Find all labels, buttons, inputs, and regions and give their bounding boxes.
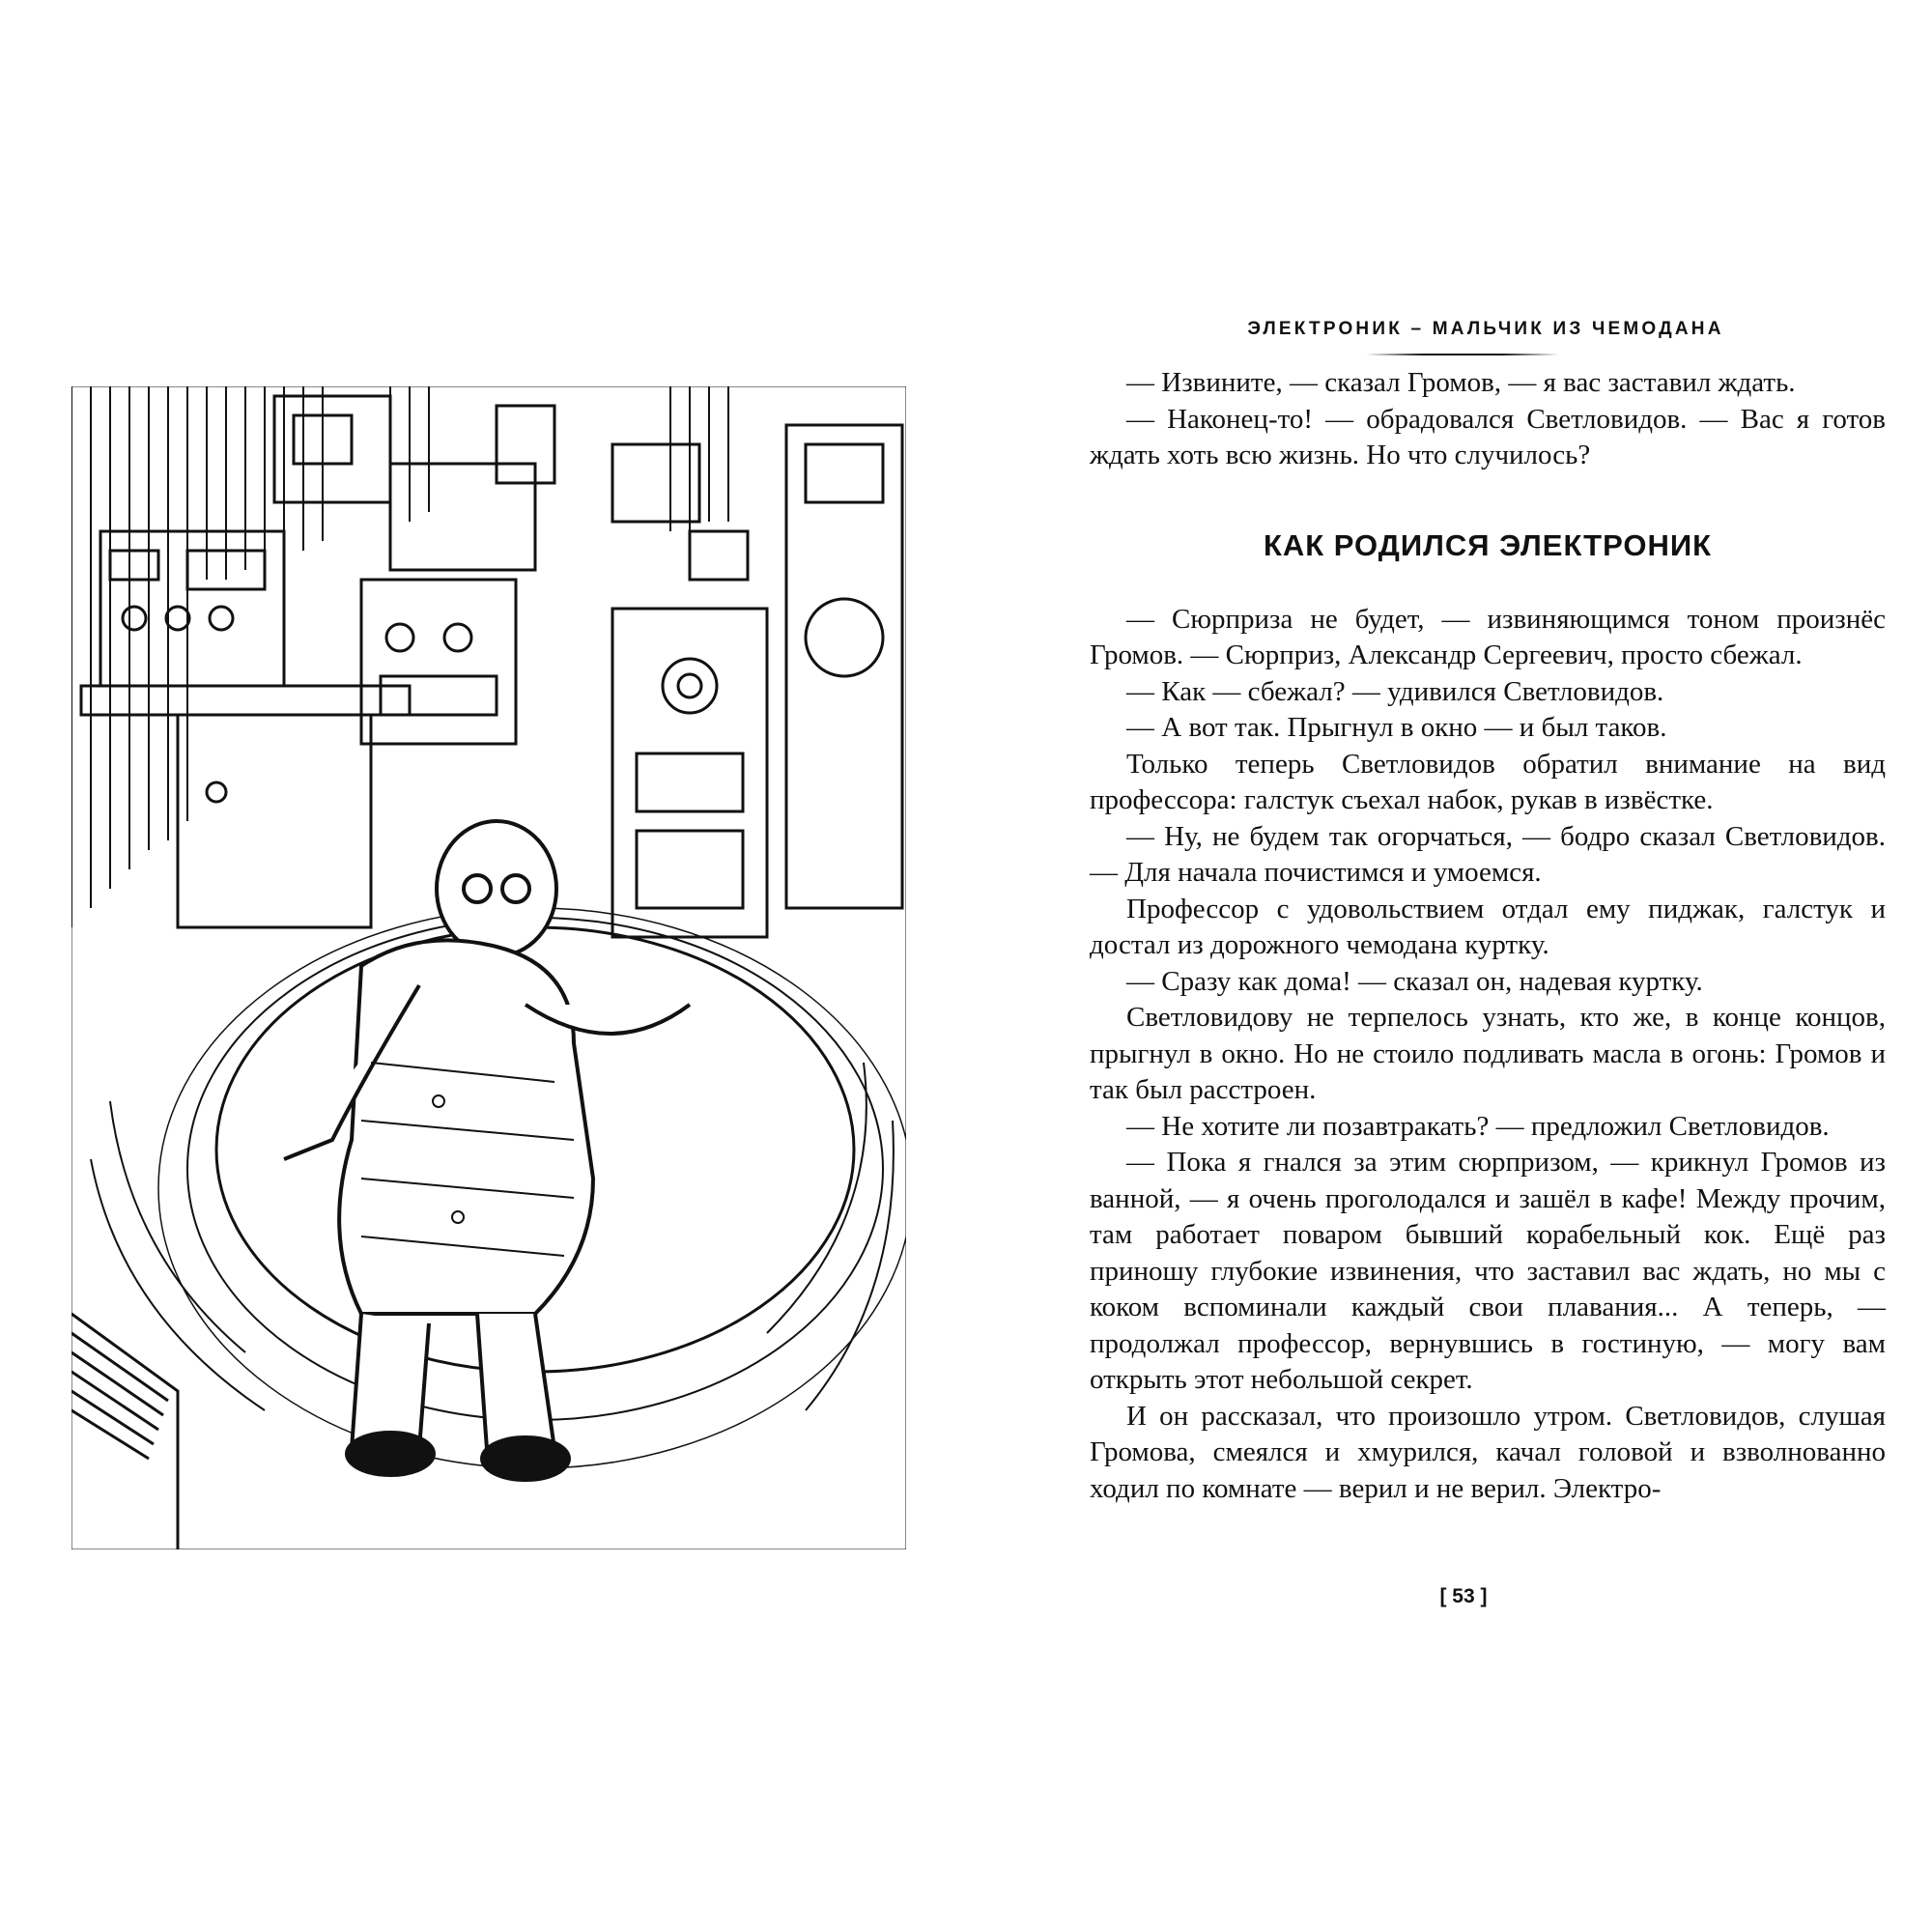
paragraph: — А вот так. Прыгнул в окно — и был таков. [1126,712,1667,743]
paragraph: — Извините, — сказал Громов, — я вас заставил ждать. [1126,367,1796,398]
paragraph: И он рассказал, что произошло утром. Светловидов, слушая Громова, смеялся и хмурился, качал головой и взволнованно ходил по комнате — верил и не верил. Электро- [1090,1400,1886,1504]
running-head: ЭЛЕКТРОНИК – МАЛЬЧИК ИЗ ЧЕМОДАНА [1247,319,1724,339]
paragraph: — Ну, не будем так огорчаться, — бодро сказал Светловидов. — Для начала почистимся и умоемся. [1090,820,1886,888]
paragraph: — Пока я гнался за этим сюрпризом, — крикнул Громов из ванной, — я очень проголодался и зашёл в кафе! Между прочим, там работает поваром бывший корабельный кок. Ещё раз приношу глубокие извинения, что заставил вас ждать, но мы с коком вспоминали каждый свои плавания... А теперь, — продолжал профессор, вернувшись в гостиную, — могу вам открыть этот небольшой секрет. [1090,1147,1886,1395]
paragraph: — Наконец-то! — обрадовался Светловидов. — Вас я готов ждать хоть всю жизнь. Но что случилось? [1090,403,1886,470]
paragraph: Профессор с удовольствием отдал ему пиджак, галстук и достал из дорожного чемодана куртку. [1090,893,1886,960]
page-number: [ 53 ] [1439,1585,1488,1607]
chapter-text [1090,602,1886,1508]
paragraph: — Не хотите ли позавтракать? — предложил Светловидов. [1126,1110,1830,1142]
paragraph: — Как — сбежал? — удивился Светловидов. [1126,675,1664,707]
paragraph: — Сразу как дома! — сказал он, надевая куртку. [1126,965,1703,997]
illustration [71,386,906,1549]
laboratory-illustration [71,386,906,1549]
running-head-rule [1366,354,1559,355]
paragraph: Светловидову не терпелось узнать, кто же, в конце концов, прыгнул в окно. Но не стоило подливать масла в огонь: Громов и так был расстроен. [1090,1002,1886,1105]
right-page [1090,319,1886,1507]
chapter-title: КАК РОДИЛСЯ ЭЛЕКТРОНИК [1263,527,1713,562]
paragraph: — Сюрприза не будет, — извиняющимся тоном произнёс Громов. — Сюрприз, Александр Сергеевич, просто сбежал. [1090,603,1886,670]
intro-text [1090,365,1886,474]
paragraph: Только теперь Светловидов обратил внимание на вид профессора: галстук съехал набок, рукав в извёстке. [1090,748,1886,815]
